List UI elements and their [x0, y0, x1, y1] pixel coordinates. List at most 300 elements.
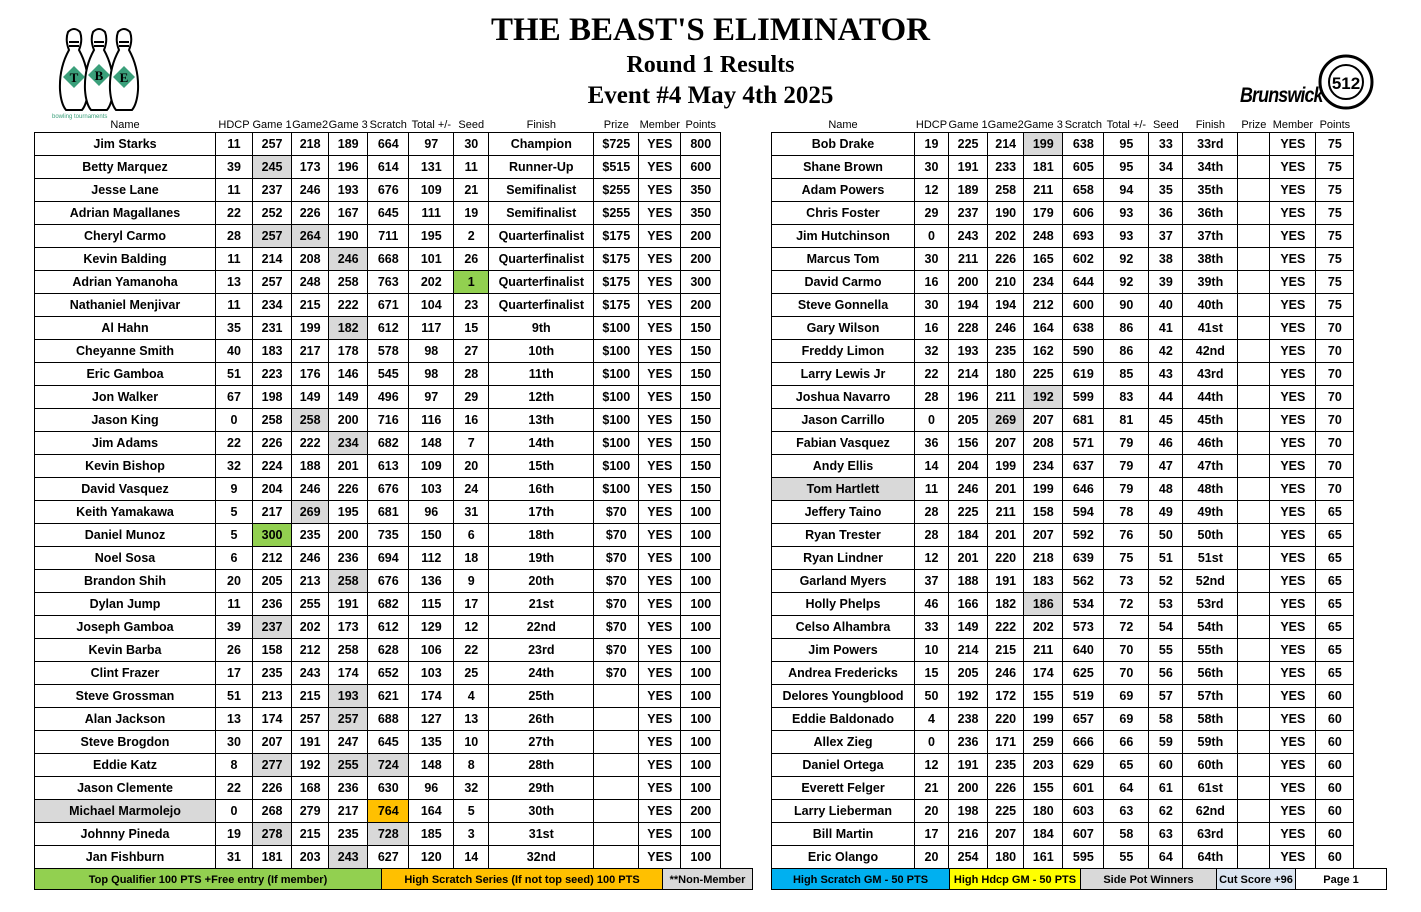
cell-seed: 17	[454, 593, 489, 616]
cell-prize: $100	[594, 409, 639, 432]
cell-hdcp: 40	[216, 340, 253, 363]
cell-hdcp: 20	[915, 846, 949, 869]
cell-game1: 258	[253, 409, 292, 432]
cell-prize: $70	[594, 547, 639, 570]
cell-game1: 211	[949, 248, 988, 271]
cell-finish: 44th	[1183, 386, 1238, 409]
cell-prize: $100	[594, 478, 639, 501]
cell-member: YES	[1270, 225, 1316, 248]
cell-finish: 31st	[489, 823, 594, 846]
cell-game2: 168	[292, 777, 329, 800]
cell-hdcp: 28	[915, 386, 949, 409]
cell-scratch: 571	[1063, 432, 1104, 455]
cell-game1: 198	[253, 386, 292, 409]
cell-game1: 236	[253, 593, 292, 616]
cell-points: 75	[1316, 179, 1354, 202]
cell-name: Kevin Bishop	[35, 455, 216, 478]
cell-seed: 62	[1149, 800, 1183, 823]
cell-finish: 11th	[489, 363, 594, 386]
cell-member: YES	[639, 639, 681, 662]
cell-total: 75	[1104, 547, 1149, 570]
cell-scratch: 619	[1063, 363, 1104, 386]
cell-game1: 212	[253, 547, 292, 570]
cell-prize	[1238, 823, 1270, 846]
cell-total: 104	[409, 294, 454, 317]
cell-hdcp: 39	[216, 156, 253, 179]
table-row	[35, 800, 721, 823]
cell-name: Brandon Shih	[35, 570, 216, 593]
cell-game3: 164	[1024, 317, 1063, 340]
cell-total: 79	[1104, 432, 1149, 455]
cell-member: YES	[1270, 478, 1316, 501]
cell-game1: 257	[253, 225, 292, 248]
cell-game1: 278	[253, 823, 292, 846]
cell-total: 129	[409, 616, 454, 639]
cell-points: 100	[681, 639, 721, 662]
cell-game3: 246	[329, 248, 368, 271]
cell-game1: 214	[949, 639, 988, 662]
cell-seed: 57	[1149, 685, 1183, 708]
cell-hdcp: 29	[915, 202, 949, 225]
cell-hdcp: 35	[216, 317, 253, 340]
cell-game3: 259	[1024, 731, 1063, 754]
cell-member: YES	[1270, 271, 1316, 294]
cell-finish: 21st	[489, 593, 594, 616]
cell-finish: 42nd	[1183, 340, 1238, 363]
cell-points: 200	[681, 225, 721, 248]
cell-game3: 200	[329, 409, 368, 432]
cell-points: 75	[1316, 294, 1354, 317]
cell-game3: 181	[1024, 156, 1063, 179]
cell-game1: 235	[253, 662, 292, 685]
cell-prize	[1238, 524, 1270, 547]
cell-name: Steve Gonnella	[772, 294, 915, 317]
cell-prize: $70	[594, 501, 639, 524]
cell-points: 200	[681, 294, 721, 317]
cell-prize	[594, 754, 639, 777]
cell-scratch: 676	[368, 570, 409, 593]
cell-seed: 4	[454, 685, 489, 708]
cell-finish: 58th	[1183, 708, 1238, 731]
cell-hdcp: 26	[216, 639, 253, 662]
cell-game1: 201	[949, 547, 988, 570]
cell-total: 76	[1104, 524, 1149, 547]
table-row	[772, 524, 1354, 547]
cell-finish: 45th	[1183, 409, 1238, 432]
cell-hdcp: 12	[915, 179, 949, 202]
cell-game1: 225	[949, 501, 988, 524]
table-row	[35, 593, 721, 616]
cell-member: YES	[1270, 846, 1316, 869]
cell-game3: 183	[1024, 570, 1063, 593]
cell-game3: 248	[1024, 225, 1063, 248]
cell-member: YES	[1270, 662, 1316, 685]
badge-512-logo	[1318, 54, 1374, 110]
cell-hdcp: 28	[216, 225, 253, 248]
legend-top-qualifier: Top Qualifier 100 PTS +Free entry (If member)	[34, 868, 382, 890]
cell-points: 75	[1316, 271, 1354, 294]
cell-member: YES	[639, 386, 681, 409]
cell-prize	[1238, 432, 1270, 455]
header-game2: Game2	[292, 118, 329, 131]
cell-game2: 215	[988, 639, 1024, 662]
cell-prize	[1238, 708, 1270, 731]
cell-game3: 207	[1024, 409, 1063, 432]
cell-finish: 61st	[1183, 777, 1238, 800]
cell-scratch: 534	[1063, 593, 1104, 616]
cell-points: 65	[1316, 501, 1354, 524]
cell-scratch: 644	[1063, 271, 1104, 294]
cell-member: YES	[639, 846, 681, 869]
cell-points: 100	[681, 685, 721, 708]
cell-game2: 199	[292, 317, 329, 340]
cell-game3: 226	[329, 478, 368, 501]
cell-game2: 180	[988, 846, 1024, 869]
cell-game3: 201	[329, 455, 368, 478]
table-row	[35, 156, 721, 179]
cell-game3: 211	[1024, 639, 1063, 662]
cell-seed: 42	[1149, 340, 1183, 363]
cell-prize	[1238, 777, 1270, 800]
cell-game3: 174	[329, 662, 368, 685]
cell-name: Ryan Lindner	[772, 547, 915, 570]
cell-game2: 215	[292, 685, 329, 708]
cell-game3: 167	[329, 202, 368, 225]
cell-game2: 246	[292, 179, 329, 202]
cell-game3: 184	[1024, 823, 1063, 846]
cell-game3: 255	[329, 754, 368, 777]
cell-points: 200	[681, 800, 721, 823]
cell-seed: 25	[454, 662, 489, 685]
cell-scratch: 578	[368, 340, 409, 363]
cell-total: 96	[409, 501, 454, 524]
cell-game1: 236	[949, 731, 988, 754]
cell-game3: 180	[1024, 800, 1063, 823]
cell-name: Shane Brown	[772, 156, 915, 179]
cell-game3: 155	[1024, 777, 1063, 800]
cell-points: 150	[681, 317, 721, 340]
svg-text:E: E	[119, 70, 129, 85]
cell-game3: 236	[329, 547, 368, 570]
cell-game1: 181	[253, 846, 292, 869]
cell-total: 101	[409, 248, 454, 271]
cell-points: 65	[1316, 547, 1354, 570]
cell-total: 90	[1104, 294, 1149, 317]
cell-hdcp: 30	[915, 248, 949, 271]
cell-game2: 218	[292, 133, 329, 156]
cell-name: Jim Powers	[772, 639, 915, 662]
cell-seed: 51	[1149, 547, 1183, 570]
cell-prize	[1238, 639, 1270, 662]
table-row	[772, 133, 1354, 156]
table-row	[35, 225, 721, 248]
cell-game2: 149	[292, 386, 329, 409]
cell-prize	[594, 846, 639, 869]
cell-name: Bill Martin	[772, 823, 915, 846]
cell-name: David Vasquez	[35, 478, 216, 501]
cell-finish: 41st	[1183, 317, 1238, 340]
cell-game3: 211	[1024, 179, 1063, 202]
results-table-left	[34, 117, 721, 869]
cell-total: 81	[1104, 409, 1149, 432]
table-row	[35, 777, 721, 800]
table-row	[35, 202, 721, 225]
cell-game1: 189	[949, 179, 988, 202]
cell-name: Jim Adams	[35, 432, 216, 455]
cell-finish: Quarterfinalist	[489, 271, 594, 294]
cell-total: 79	[1104, 478, 1149, 501]
cell-game3: 174	[1024, 662, 1063, 685]
cell-name: Eddie Katz	[35, 754, 216, 777]
header-prize: Prize	[1241, 118, 1267, 131]
header-scratch: Scratch	[1064, 118, 1102, 131]
cell-member: YES	[1270, 179, 1316, 202]
cell-total: 174	[409, 685, 454, 708]
cell-game2: 226	[988, 777, 1024, 800]
cell-game2: 279	[292, 800, 329, 823]
cell-game1: 191	[949, 156, 988, 179]
cell-game3: 258	[329, 639, 368, 662]
cell-scratch: 545	[368, 363, 409, 386]
cell-scratch: 562	[1063, 570, 1104, 593]
cell-game3: 258	[329, 271, 368, 294]
cell-prize: $100	[594, 386, 639, 409]
cell-game1: 243	[949, 225, 988, 248]
cell-name: David Carmo	[772, 271, 915, 294]
cell-member: YES	[1270, 455, 1316, 478]
cell-game3: 234	[1024, 271, 1063, 294]
cell-game1: 205	[949, 662, 988, 685]
cell-game2: 226	[988, 248, 1024, 271]
cell-finish: 22nd	[489, 616, 594, 639]
cell-scratch: 600	[1063, 294, 1104, 317]
table-row	[772, 685, 1354, 708]
cell-points: 350	[681, 202, 721, 225]
cell-scratch: 763	[368, 271, 409, 294]
cell-scratch: 652	[368, 662, 409, 685]
cell-points: 70	[1316, 432, 1354, 455]
cell-seed: 23	[454, 294, 489, 317]
table-row	[35, 754, 721, 777]
cell-points: 75	[1316, 156, 1354, 179]
legend-high-scratch-series: High Scratch Series (If not top seed) 100 PTS	[381, 868, 663, 890]
cell-seed: 6	[454, 524, 489, 547]
cell-prize	[1238, 501, 1270, 524]
cell-prize: $725	[594, 133, 639, 156]
legend-high-hdcp-gm: High Hdcp GM - 50 PTS	[949, 868, 1081, 890]
cell-scratch: 605	[1063, 156, 1104, 179]
cell-points: 75	[1316, 248, 1354, 271]
cell-game3: 196	[329, 156, 368, 179]
table-row	[35, 823, 721, 846]
header-hdcp: HDCP	[218, 118, 250, 131]
cell-game3: 189	[329, 133, 368, 156]
cell-total: 92	[1104, 248, 1149, 271]
legend-cut-score: Cut Score +96	[1216, 868, 1296, 890]
cell-scratch: 638	[1063, 317, 1104, 340]
cell-finish: 23rd	[489, 639, 594, 662]
cell-scratch: 676	[368, 478, 409, 501]
cell-game1: 183	[253, 340, 292, 363]
cell-hdcp: 19	[216, 823, 253, 846]
cell-name: Jason Carrillo	[772, 409, 915, 432]
cell-member: YES	[639, 547, 681, 570]
cell-hdcp: 21	[915, 777, 949, 800]
cell-game3: 202	[1024, 616, 1063, 639]
cell-seed: 47	[1149, 455, 1183, 478]
table-row	[35, 685, 721, 708]
cell-game3: 149	[329, 386, 368, 409]
cell-game1: 166	[949, 593, 988, 616]
cell-game2: 222	[292, 432, 329, 455]
cell-scratch: 637	[1063, 455, 1104, 478]
cell-name: Adrian Yamanoha	[35, 271, 216, 294]
cell-scratch: 645	[368, 202, 409, 225]
cell-name: Jason Clemente	[35, 777, 216, 800]
cell-game2: 255	[292, 593, 329, 616]
cell-prize	[1238, 225, 1270, 248]
cell-seed: 19	[454, 202, 489, 225]
table-row	[772, 662, 1354, 685]
cell-prize	[1238, 478, 1270, 501]
cell-prize: $255	[594, 179, 639, 202]
cell-prize	[1238, 731, 1270, 754]
cell-seed: 10	[454, 731, 489, 754]
cell-game3: 190	[329, 225, 368, 248]
cell-hdcp: 30	[216, 731, 253, 754]
cell-hdcp: 14	[915, 455, 949, 478]
cell-seed: 50	[1149, 524, 1183, 547]
cell-game3: 257	[329, 708, 368, 731]
cell-finish: 19th	[489, 547, 594, 570]
cell-scratch: 613	[368, 455, 409, 478]
table-row	[772, 478, 1354, 501]
cell-finish: 56th	[1183, 662, 1238, 685]
cell-prize: $100	[594, 317, 639, 340]
cell-points: 75	[1316, 225, 1354, 248]
cell-game3: 162	[1024, 340, 1063, 363]
cell-game2: 220	[988, 708, 1024, 731]
cell-finish: Quarterfinalist	[489, 248, 594, 271]
table-row	[772, 639, 1354, 662]
cell-game2: 202	[988, 225, 1024, 248]
cell-member: YES	[1270, 616, 1316, 639]
cell-points: 150	[681, 455, 721, 478]
table-row	[772, 846, 1354, 869]
cell-hdcp: 22	[216, 202, 253, 225]
cell-scratch: 621	[368, 685, 409, 708]
cell-game3: 217	[329, 800, 368, 823]
cell-scratch: 519	[1063, 685, 1104, 708]
table-row	[772, 248, 1354, 271]
cell-name: Jesse Lane	[35, 179, 216, 202]
cell-member: YES	[1270, 432, 1316, 455]
cell-prize	[1238, 800, 1270, 823]
cell-scratch: 657	[1063, 708, 1104, 731]
cell-game2: 194	[988, 294, 1024, 317]
cell-hdcp: 37	[915, 570, 949, 593]
cell-prize	[1238, 363, 1270, 386]
cell-points: 150	[681, 363, 721, 386]
cell-game3: 243	[329, 846, 368, 869]
cell-game3: 236	[329, 777, 368, 800]
cell-game1: 217	[253, 501, 292, 524]
cell-member: YES	[639, 731, 681, 754]
cell-points: 65	[1316, 662, 1354, 685]
cell-game1: 198	[949, 800, 988, 823]
cell-points: 150	[681, 478, 721, 501]
cell-seed: 56	[1149, 662, 1183, 685]
cell-hdcp: 17	[915, 823, 949, 846]
cell-seed: 34	[1149, 156, 1183, 179]
cell-total: 98	[409, 340, 454, 363]
cell-finish: 28th	[489, 754, 594, 777]
cell-points: 200	[681, 248, 721, 271]
cell-points: 60	[1316, 823, 1354, 846]
cell-game1: 207	[253, 731, 292, 754]
cell-game3: 182	[329, 317, 368, 340]
cell-scratch: 716	[368, 409, 409, 432]
cell-total: 85	[1104, 363, 1149, 386]
cell-prize	[1238, 202, 1270, 225]
cell-prize: $175	[594, 248, 639, 271]
header-hdcp: HDCP	[915, 118, 948, 131]
table-row	[772, 547, 1354, 570]
table-row	[35, 432, 721, 455]
cell-total: 64	[1104, 777, 1149, 800]
cell-game1: 149	[949, 616, 988, 639]
cell-name: Cheryl Carmo	[35, 225, 216, 248]
cell-scratch: 639	[1063, 547, 1104, 570]
cell-prize: $70	[594, 639, 639, 662]
cell-finish: 9th	[489, 317, 594, 340]
cell-game1: 237	[253, 179, 292, 202]
table-row	[772, 340, 1354, 363]
cell-prize	[1238, 685, 1270, 708]
cell-game2: 190	[988, 202, 1024, 225]
cell-game2: 207	[988, 432, 1024, 455]
cell-game1: 237	[949, 202, 988, 225]
cell-scratch: 682	[368, 432, 409, 455]
cell-game2: 202	[292, 616, 329, 639]
cell-seed: 59	[1149, 731, 1183, 754]
cell-name: Fabian Vasquez	[772, 432, 915, 455]
cell-total: 65	[1104, 754, 1149, 777]
cell-game2: 201	[988, 478, 1024, 501]
cell-name: Eric Gamboa	[35, 363, 216, 386]
cell-game1: 225	[949, 133, 988, 156]
cell-total: 148	[409, 754, 454, 777]
tbe-logo-caption: bowling tournaments	[52, 114, 108, 120]
cell-seed: 38	[1149, 248, 1183, 271]
cell-name: Steve Brogdon	[35, 731, 216, 754]
cell-game1: 254	[949, 846, 988, 869]
cell-hdcp: 9	[216, 478, 253, 501]
cell-game3: 193	[329, 179, 368, 202]
header-name: Name	[110, 118, 140, 131]
cell-member: YES	[639, 363, 681, 386]
cell-game3: 173	[329, 616, 368, 639]
cell-finish: 37th	[1183, 225, 1238, 248]
cell-hdcp: 50	[915, 685, 949, 708]
cell-game2: 182	[988, 593, 1024, 616]
cell-hdcp: 0	[216, 800, 253, 823]
cell-name: Al Hahn	[35, 317, 216, 340]
table-row	[772, 386, 1354, 409]
cell-name: Eddie Baldonado	[772, 708, 915, 731]
cell-game1: 268	[253, 800, 292, 823]
cell-hdcp: 0	[915, 409, 949, 432]
